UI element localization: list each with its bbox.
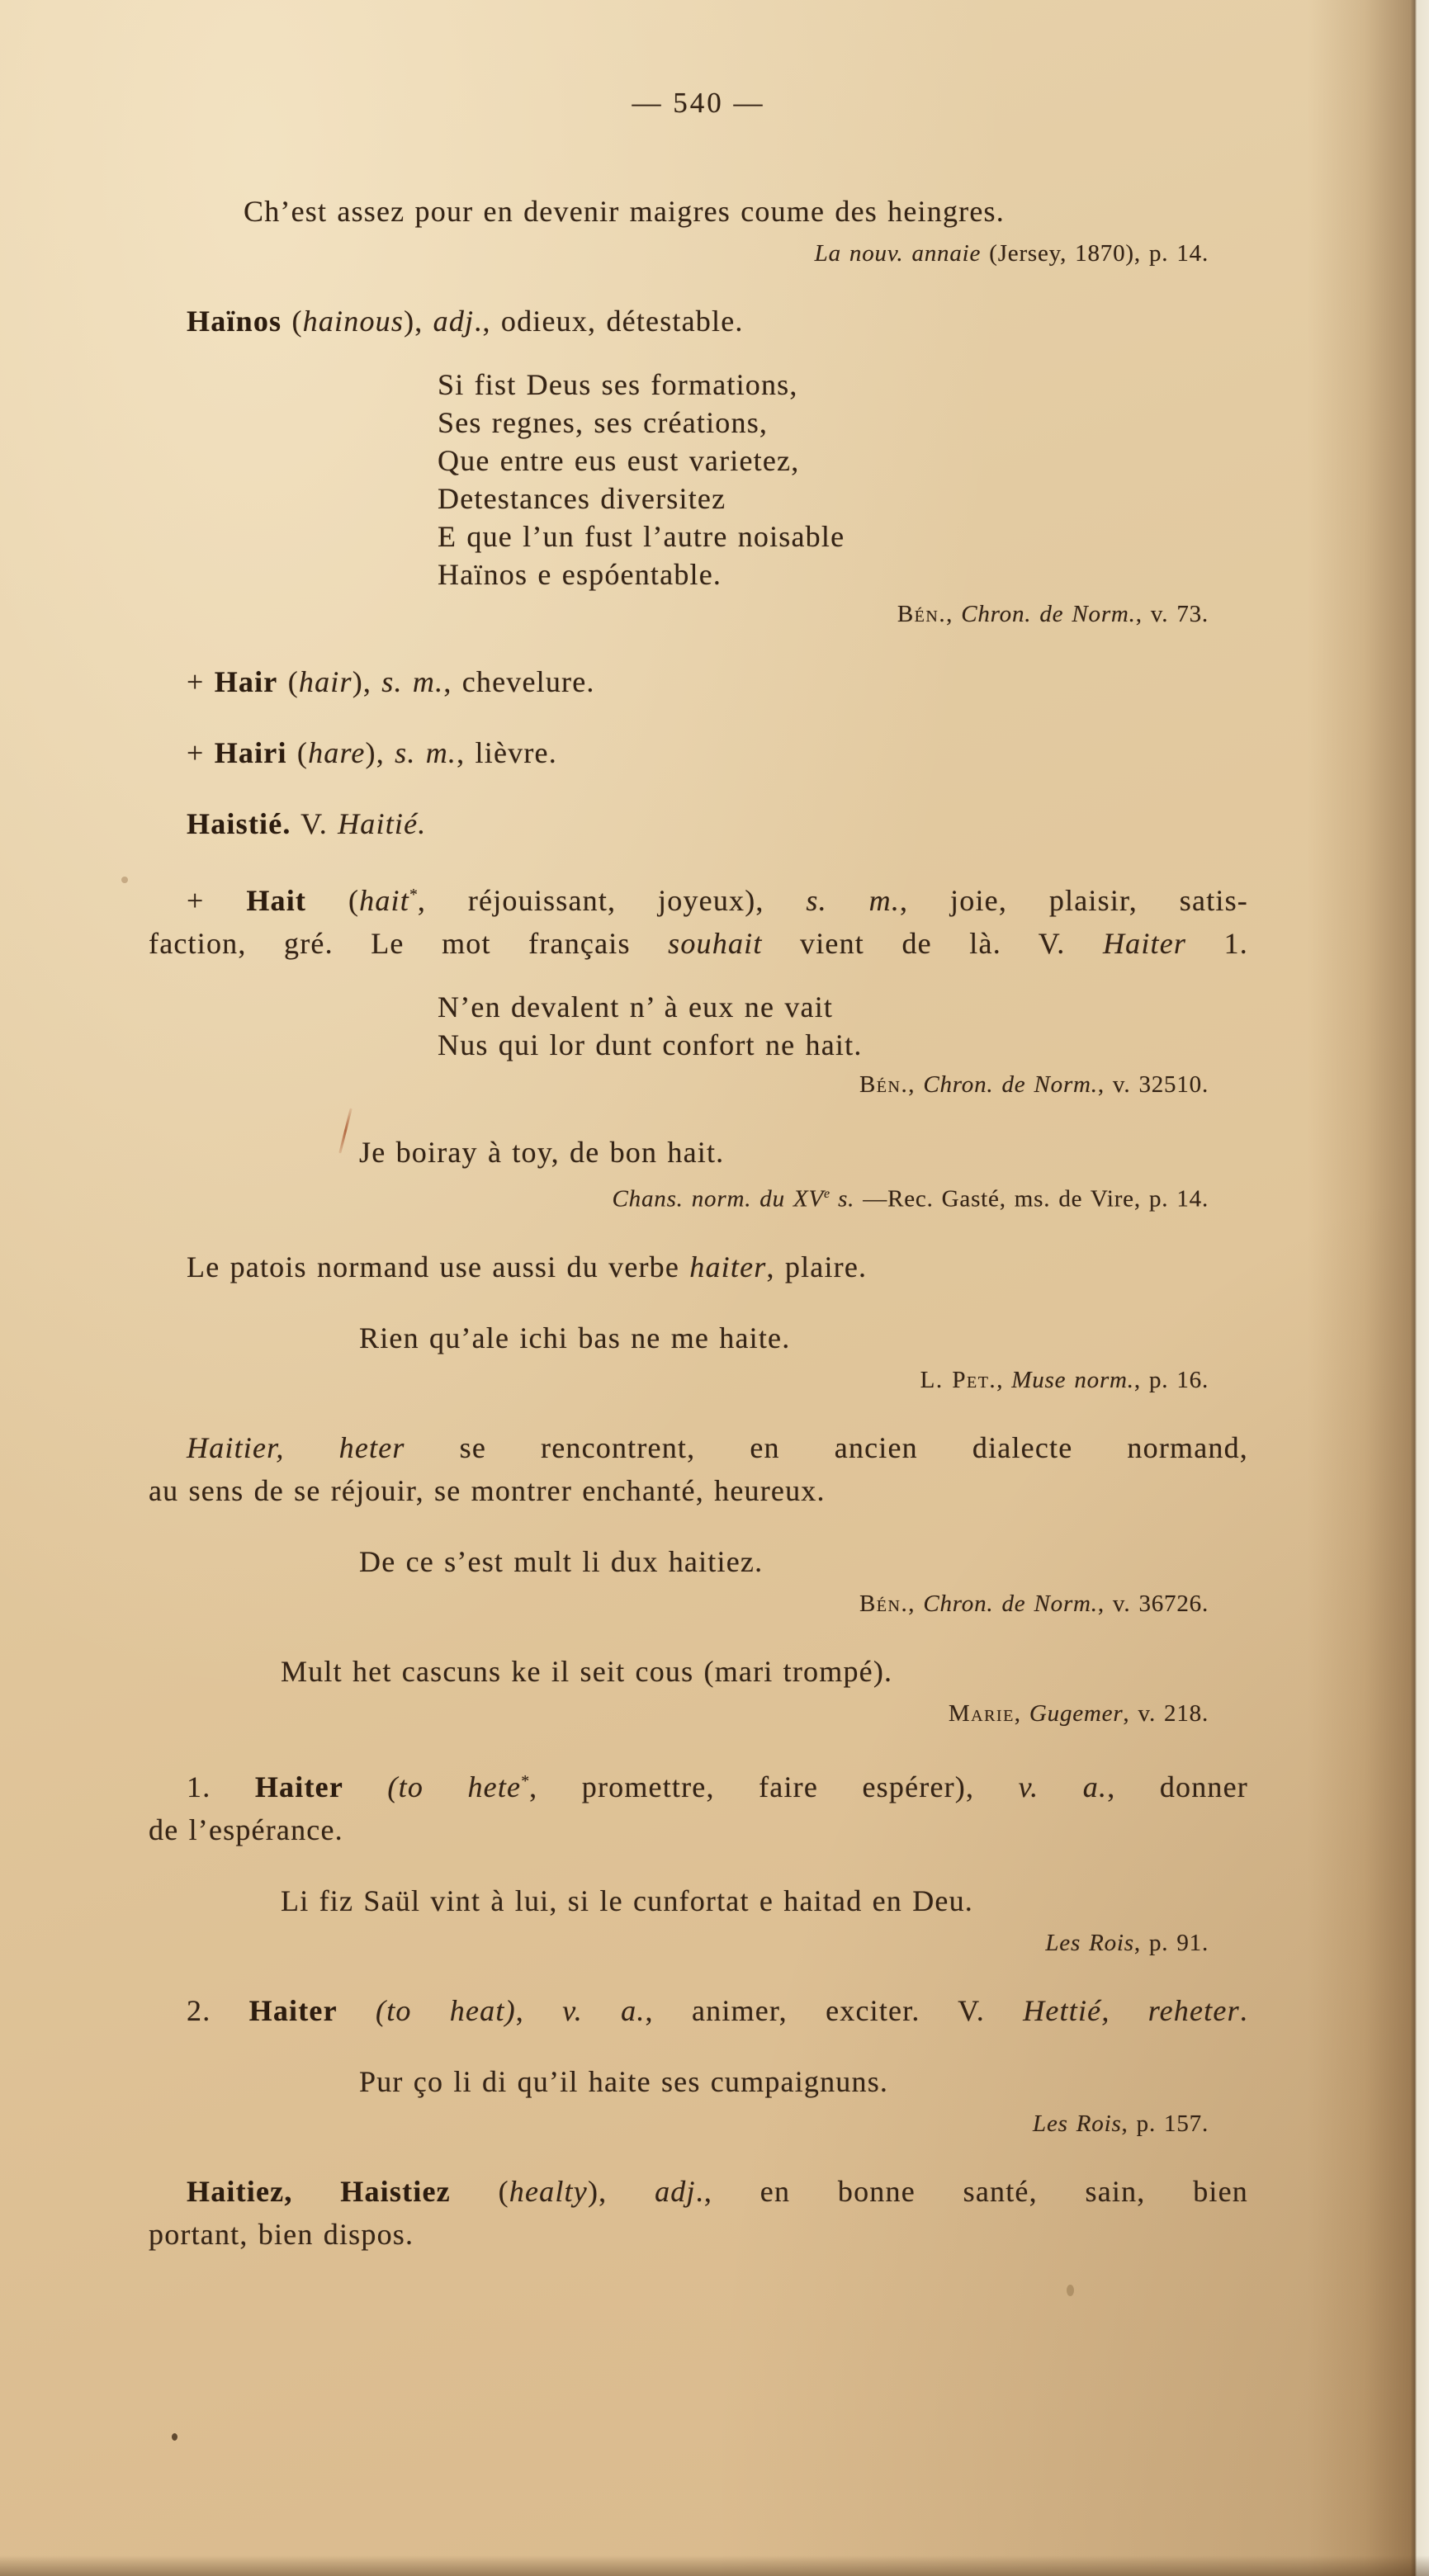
citation-lpet-muse bbox=[149, 1362, 1248, 1398]
entry-hair-line: + Hair (hair), s. m., chevelure. bbox=[187, 665, 595, 698]
verse-si-fist-deus bbox=[438, 366, 1248, 593]
quote-je-boiray-line: Je boiray à toy, de bon hait. bbox=[359, 1136, 725, 1169]
para-le-patois bbox=[149, 1245, 1248, 1288]
entry-hairi bbox=[149, 731, 1248, 774]
entry-hait-line: faction, gré. Le mot français souhait vient de là. V. Haiter 1. bbox=[149, 927, 1249, 960]
citation-nouv-annaie bbox=[149, 235, 1248, 272]
citation-ben-chron-36726-line: Bén., Chron. de Norm., v. 36726. bbox=[859, 1590, 1209, 1617]
entry-haiter-2-line: 2. Haiter (to heat), v. a., animer, exciter. V. Hettié, reheter. bbox=[187, 1993, 1248, 2027]
verse-nen-devalent-line: Nus qui lor dunt confort ne hait. bbox=[438, 1028, 863, 1061]
citation-marie-gugemer-line: Marie, Gugemer, v. 218. bbox=[948, 1699, 1209, 1727]
verse-si-fist-deus-line: Ses regnes, ses créations, bbox=[438, 406, 769, 439]
entry-haiter-1 bbox=[149, 1760, 1248, 1851]
page-number-header: — 540 — bbox=[632, 87, 765, 119]
verse-si-fist-deus-line: E que l’un fust l’autre noisable bbox=[438, 520, 845, 553]
citation-les-rois-91-line: Les Rois, p. 91. bbox=[1045, 1929, 1209, 1956]
quote-de-ce-sest bbox=[359, 1540, 1248, 1583]
citation-les-rois-157 bbox=[149, 2106, 1248, 2142]
para-le-patois-line: Le patois normand use aussi du verbe haiter, plaire. bbox=[187, 1250, 868, 1283]
para-haitier-heter bbox=[149, 1426, 1248, 1512]
verse-si-fist-deus-line: Que entre eus eust varietez, bbox=[438, 444, 800, 477]
entry-haistie bbox=[149, 802, 1248, 845]
entry-hainos bbox=[149, 300, 1248, 343]
entry-hainos-line: Haïnos (hainous), adj., odieux, détestable. bbox=[187, 305, 744, 338]
verse-nen-devalent bbox=[438, 988, 1248, 1064]
verse-nen-devalent-line: N’en devalent n’ à eux ne vait bbox=[438, 990, 834, 1023]
paper-speck bbox=[172, 2433, 177, 2441]
entry-hairi-line: + Hairi (hare), s. m., lièvre. bbox=[187, 736, 557, 769]
citation-marie-gugemer bbox=[149, 1695, 1248, 1732]
entry-haitiez-line: portant, bien dispos. bbox=[149, 2217, 414, 2251]
quote-mult-het bbox=[281, 1650, 1248, 1693]
para-haitier-heter-line: Haitier, heter se rencontrent, en ancien dialecte normand, bbox=[187, 1430, 1248, 1464]
entry-haitiez-line: Haitiez, Haistiez (healty), adj., en bonne santé, sain, bien bbox=[187, 2174, 1249, 2208]
citation-nouv-annaie-line: La nouv. annaie (Jersey, 1870), p. 14. bbox=[814, 240, 1209, 267]
entry-hait-line: + Hait (hait*, réjouissant, joyeux), s. m., joie, plaisir, satis- bbox=[187, 884, 1248, 917]
quote-je-boiray bbox=[359, 1131, 1248, 1174]
quote-rien-quale-line: Rien qu’ale ichi bas ne me haite. bbox=[359, 1321, 791, 1354]
quote-de-ce-sest-line: De ce s’est mult li dux haitiez. bbox=[359, 1544, 764, 1578]
quote-rien-quale bbox=[359, 1316, 1248, 1359]
quote-mult-het-line: Mult het cascuns ke il seit cous (mari trompé). bbox=[281, 1654, 893, 1688]
quote-li-fiz-saul-line: Li fiz Saül vint à lui, si le cunfortat e haitad en Deu. bbox=[281, 1884, 973, 1917]
quote-chest-assez bbox=[244, 190, 1248, 233]
entry-hait bbox=[149, 873, 1248, 965]
quote-pur-co-li-di-line: Pur ço li di qu’il haite ses cumpaignuns. bbox=[359, 2064, 889, 2098]
entry-haistie-line: Haistié. V. Haitié. bbox=[187, 807, 427, 840]
verse-si-fist-deus-line: Haïnos e espóentable. bbox=[438, 558, 722, 591]
para-haitier-heter-line: au sens de se réjouir, se montrer enchanté, heureux. bbox=[149, 1473, 826, 1507]
citation-chans-norm-line: Chans. norm. du XVe s. —Rec. Gasté, ms. de Vire, p. 14. bbox=[612, 1185, 1209, 1212]
entry-haiter-1-line: de l’espérance. bbox=[149, 1813, 343, 1846]
citation-ben-chron-73 bbox=[149, 596, 1248, 632]
entry-haiter-2 bbox=[149, 1989, 1248, 2032]
entry-haitiez bbox=[149, 2170, 1248, 2256]
citation-ben-chron-32510 bbox=[149, 1066, 1248, 1103]
verse-si-fist-deus-line: Si fist Deus ses formations, bbox=[438, 368, 798, 401]
paper-speck bbox=[1067, 2285, 1074, 2296]
citation-ben-chron-73-line: Bén., Chron. de Norm., v. 73. bbox=[897, 601, 1209, 627]
citation-ben-chron-36726 bbox=[149, 1586, 1248, 1622]
citation-les-rois-157-line: Les Rois, p. 157. bbox=[1033, 2110, 1209, 2137]
entry-hair bbox=[149, 660, 1248, 703]
paper-speck bbox=[121, 877, 128, 883]
citation-les-rois-91 bbox=[149, 1925, 1248, 1961]
citation-lpet-muse-line: L. Pet., Muse norm., p. 16. bbox=[920, 1366, 1209, 1393]
verse-si-fist-deus-line: Detestances diversitez bbox=[438, 482, 726, 515]
citation-ben-chron-32510-line: Bén., Chron. de Norm., v. 32510. bbox=[859, 1071, 1209, 1098]
entry-haiter-1-line: 1. Haiter (to hete*, promettre, faire espérer), v. a., donner bbox=[187, 1770, 1248, 1803]
quote-pur-co-li-di bbox=[359, 2060, 1248, 2103]
quote-chest-assez-line: Ch’est assez pour en devenir maigres coume des heingres. bbox=[244, 195, 1005, 228]
citation-chans-norm bbox=[149, 1176, 1248, 1217]
quote-li-fiz-saul bbox=[281, 1879, 1248, 1922]
